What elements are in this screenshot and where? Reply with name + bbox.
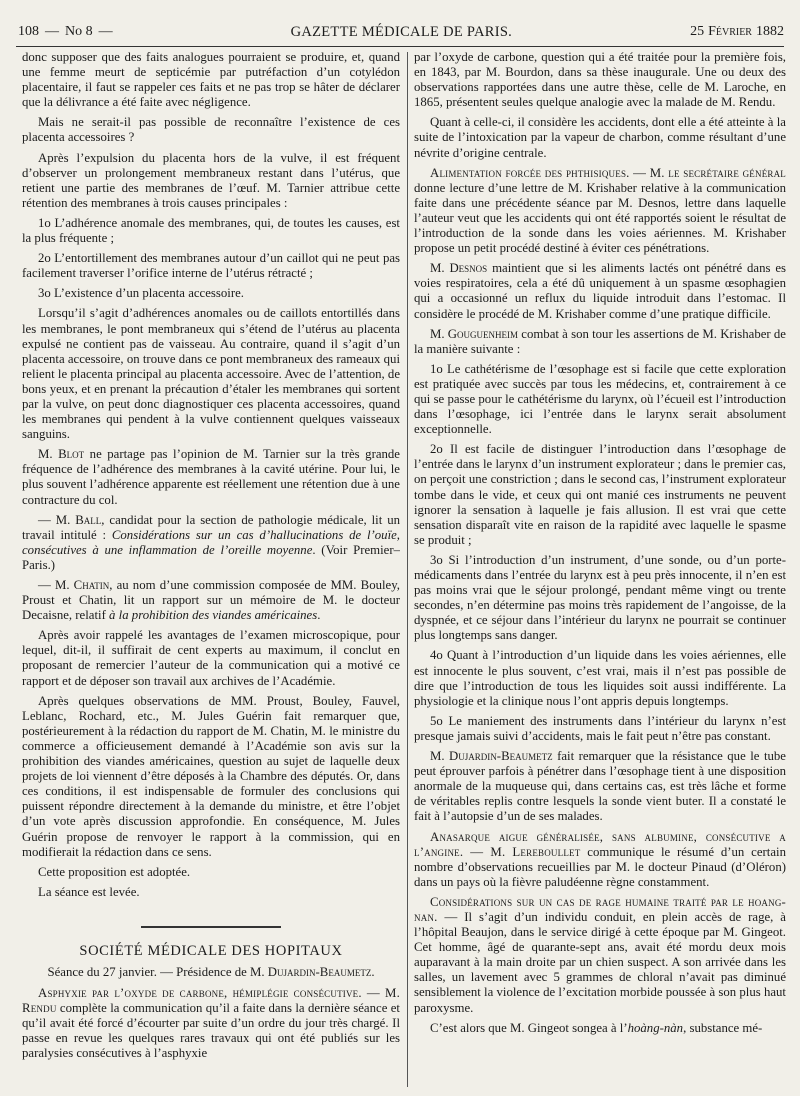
section-separator [141,926,281,928]
paragraph-text: , substance mé- [683,1020,763,1035]
speaker-name: M. Blot [38,447,85,462]
right-column [414,50,786,1090]
paragraph-text: , au nom d’une commission composée de MM. Bouley, Proust et Chatin, lit un rapport sur un mémoire de M. le docteur Decaisne, relatif [22,578,400,623]
date-month: Février [708,24,752,39]
assertion-item: 4o Quant à l’introduction d’un liquide dans les voies aériennes, elle est innocente le plus souvent, c’est vrai, mais il n’est pas possible de dire que l’introduction de tous les liquides soit aussi indifférente. La physiologie et la clinique nous l’ont appris depuis longtemps. [414,648,786,708]
header-date [690,24,784,40]
paragraph-text: . [317,608,321,623]
journal-title: GAZETTE MÉDICALE DE PARIS. [290,23,513,40]
paragraph-text: maintient que si les aliments lactés ont pénétré dans es voies respiratoires, cela a été dû uniquement à un spasme œsophagien qui a occasionné un reflux du liquide introduit dans l’estomac. Il considère le procédé de M. Krishaber comme d’une pratique difficile. [414,261,786,321]
paragraph: Après avoir rappelé les avantages de l’examen microscopique, pour lequel, dit-il, il suffirait de cent experts au maximum, il conclut en proposant de remercier l’auteur de la communication qui a motivé ce rapport et de déposer son travail aux archives de l’Académie. [22,628,400,688]
column-divider [407,52,408,1087]
date-day: 25 [690,24,705,39]
paragraph: Quant à celle-ci, il considère les accidents, dont elle a été atteinte à la suite de l’intoxication par la vapeur de charbon, comme résultant d’une névrite d’origine centrale. [414,115,786,160]
header-rule [16,46,784,47]
session-text: . [371,964,375,979]
paragraph-asphyxie [22,986,400,1061]
paragraph: Après quelques observations de MM. Proust, Bouley, Fauvel, Leblanc, Rochard, etc., M. Jules Guérin fait remarquer que, postérieurement à la rédaction du rapport de M. Chatin, M. le ministre du commerce a officieusement demandé à l’Académie son avis sur la prohibition des viandes américaines, question au sujet de laquelle deux projets de loi viennent d’être déposés à la Chambre des députés. Or, dans ces conditions, il est indispensable de formuler des conclusions qui puissent répondre directement à la demande du ministre, et être l’objet d’un vote après discussion approfondie. En conséquence, M. Jules Guérin propose de renvoyer le rapport à la commission, qui en modifierait la rédaction dans ce sens. [22,693,400,859]
paragraph: Lorsqu’il s’agit d’adhérences anomales ou de caillots entortillés dans les membranes, le pont membraneux qui s’étend de l’utérus au placenta expulsé ne contient pas de vaisseau. Au contraire, quand il s’agit d’un placenta accessoire, on trouve dans ce pont membraneux des rameaux qui relient le placenta principal au placenta accessoire. Avec de l’attention, de bons yeux, et en prenant la précaution d’étaler les membranes qui sortent par la vulve, on peut donc diagnostiquer ces placenta accessoires, quand les membranes qui pendent à la vulve contiennent quelques vaisseaux sanguins. [22,306,400,442]
paragraph: Mais ne serait-il pas possible de reconnaître l’existence de ces placenta accessoires ? [22,115,400,145]
speaker-name: — M. Ball [38,512,102,527]
paragraph-chatin [22,578,400,623]
paragraph-text: complète la communication qu’il a faite dans la dernière séance et qu’il avait été forcé d’écourter par suite d’un ordre du jour très chargé. Il passe en revue les quelques rares travaux qui ont été publiés sur les paralysies consécutives à l’asphyxie [22,1001,400,1061]
paragraph-dujardin [414,749,786,824]
paragraph-ball [22,513,400,573]
paragraph: Cette proposition est adoptée. [38,864,191,879]
left-column [22,50,400,1090]
paragraph-text: fait remarquer que la résistance que le tube peut éprouver parfois à pénétrer dans l’œsophage tient à une disposition anormale de la muqueuse qui, dans certains cas, est très lâche et forme de véritables replis contre lesquels la sonde vient buter. Il a constaté le fait à l’autopsie d’un de ses malades. [414,749,786,824]
date-year: 1882 [755,24,784,39]
subsection-lead: Asphyxie par l’oxyde de carbone, hémiplégie consécutive. — M. Rendu [22,986,400,1016]
paragraph-last [414,1021,786,1036]
subsection-lead: Alimentation forcée des phthisiques. — M. le secrétaire général [430,165,786,180]
page-number: 108 [18,24,39,39]
speaker-name: M. Dujardin-Beaumetz [430,749,553,764]
subsection-lead: Considérations sur un cas de rage humaine traité par le hoang-nan. [414,894,786,924]
assertion-item: 2o Il est facile de distinguer l’introduction dans l’œsophage de l’entrée dans le larynx d’un instrument explorateur ; dans le premier cas, on perçoit une constriction ; dans le second cas, l’instrument explorateur tombe dans le vide, et ceux qui ont manié ces instruments ne peuvent ignorer la sensation à laquelle je fais allusion. Il est vrai que cette sensation disparaît vite en raison de la rapidité avec laquelle le spasme se produit ; [414,442,786,547]
paragraph-desnos [414,261,786,321]
speaker-name: M. Desnos [430,261,488,276]
substance-name: hoàng-nàn [627,1020,684,1035]
speaker-name: — M. Chatin [38,578,110,592]
paragraph-alimentation [414,166,786,257]
session-line [22,965,400,980]
session-text: Séance du 27 janvier. — Présidence de M. [47,964,268,979]
cause-item: 2o L’entortillement des membranes autour d’un caillot qui ne peut pas facilement traverser l’orifice interne de l’utérus rétracté ; [22,251,400,281]
paragraph-text: ne partage pas l’opinion de M. Tarnier sur la très grande fréquence de l’adhérence des membranes à la cavité utérine. Pour lui, le plus souvent l’adhérence apparente est réellement une rétention due à une contracture du col. [22,447,400,507]
paragraph-rage [414,895,786,1016]
president-name: Dujardin-Beaumetz [267,964,372,979]
paragraph-text: combat à son tour les assertions de M. Krishaber de la manière suivante : [414,326,786,356]
speaker-name: M. Gouguenheim [430,326,519,341]
paragraph: La séance est levée. [38,884,140,899]
paragraph: par l’oxyde de carbone, question qui a été traitée pour la première fois, en 1843, par M. Bourdon, dans sa thèse inaugurale. Une ou deux des observations rapportées dans une autre thèse, celle de M. Laroche, en 1865, présentent seules quelque analogie avec la malade de M. Rendu. [414,50,786,110]
paragraph-text: communique le résumé d’un certain nombre d’observations recueillies par M. le docteur Pinaud (d’Oléron) dans un pays où la fièvre paludéenne règne constamment. [414,844,786,889]
issue-number: No 8 [65,24,93,39]
work-title: Considérations sur un cas d’hallucinations de l’ouïe, consécutives à une inflammation de l’oreille moyenne [22,527,400,557]
paragraph-gouguenheim [414,327,786,357]
assertion-item: 1o Le cathétérisme de l’œsophage est si facile que cette exploration est pratiquée avec succès par tous les médecins, et, contrairement à ce qui se passe pour le cathétérisme du larynx, où l’écueil est l’introduction dans l’œsophage, ici l’entrée dans le larynx serait absolument exceptionnelle. [414,361,786,437]
subsection-lead: Anasarque aigue généralisée, sans albumine, consécutive a l’angine. — M. Lereboullet [414,829,786,859]
paragraph-text: C’est alors que M. Gingeot songea à l’ [430,1020,628,1035]
assertion-item: 5o Le maniement des instruments dans l’intérieur du larynx n’est presque jamais suivi d’accidents, mais le fait peut n’être pas constant. [414,713,786,743]
section-heading: SOCIÉTÉ MÉDICALE DES HOPITAUX [79,942,343,959]
work-title: à la prohibition des viandes américaines [109,608,318,623]
paragraph-text: — Il s’agit d’un individu conduit, en plein accès de rage, à l’hôpital Beaujon, dans le service dirigé à cette époque par M. Gingeot. Cet homme, âgé de quarante-sept ans, avait été mordu deux mois auparavant à la main droite par un chien suspect. A son arrivée dans les salles, un lavement avec 5 grammes de chloral n’avait pas diminué sensiblement la violence de l’excitation morbide poussée à son plus haut paroxysme. [414,909,786,1015]
page-number-group [18,24,113,40]
assertion-item: 3o Si l’introduction d’un instrument, d’une sonde, ou d’un porte-médicaments dans l’entrée du larynx est à peu près innocente, il n’en est pas moins vrai que le séjour prolongé, pendant même vingt ou trente secondes, n’en détermine pas moins très rapidement de l’angoisse, de la dyspnée, et ce séjour dans l’intérieur du larynx ne pourrait se continuer plus longtemps sans danger. [414,552,786,643]
paragraph-text: donne lecture d’une lettre de M. Krishaber relative à la communication faite dans une précédente séance par M. Desnos, lettre dans laquelle l’auteur veut que les accidents qui ont été rapportés soient le résultat de l’introduction de la sonde dans les voies aériennes. M. Krishaber propose un petit procédé destiné à éviter ces pénétrations. [414,180,786,256]
page-header [18,20,784,44]
paragraph: Après l’expulsion du placenta hors de la vulve, il est fréquent d’observer un prolongement membraneux restant dans l’utérus, que retient une partie des membranes de l’œuf. M. Tarnier attribue cette rétention des membranes à trois causes principales : [22,150,400,210]
paragraph-anasarque [414,830,786,890]
paragraph: donc supposer que des faits analogues pourraient se produire, et, quand une femme meurt de septicémie par putréfaction d’un cotylédon placentaire, il faut se rappeler ces faits et ne pas trop se hâter de déclarer que la délivrance a été faite avec négligence. [22,50,400,110]
paragraph-text: , candidat pour la section de pathologie médicale, lit un travail intitulé : [22,512,400,542]
header-dash-2: — [98,24,113,39]
cause-item: 1o L’adhérence anomale des membranes, qui, de toutes les causes, est la plus fréquente ; [22,215,400,246]
paragraph-text: . (Voir Premier–Paris.) [22,542,400,572]
header-dash: — [45,24,59,39]
cause-item: 3o L’existence d’un placenta accessoire. [38,286,244,301]
paragraph-blot [22,447,400,507]
